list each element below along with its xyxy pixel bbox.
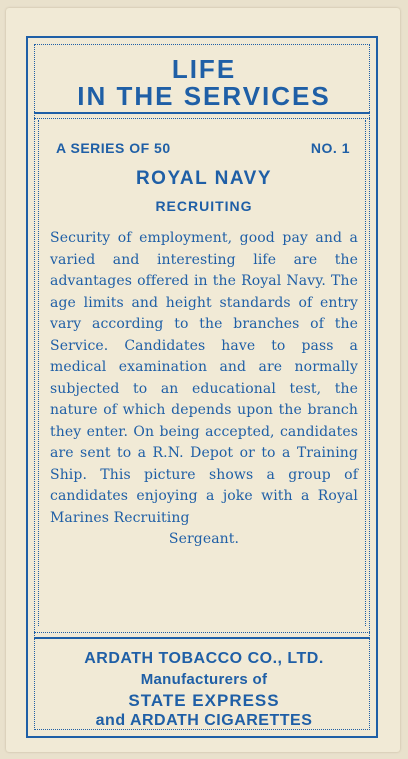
card-heading: ROYAL NAVY — [135, 168, 273, 189]
footer-company: ARDATH TOBACCO CO., LTD. — [84, 650, 324, 667]
card-subheading: RECRUITING — [155, 198, 253, 214]
series-title-line1: LIFE — [171, 54, 237, 84]
left-dotted-rule — [38, 120, 39, 626]
cigarette-card — [6, 8, 400, 752]
card-number: NO. 1 — [310, 140, 350, 156]
card-border — [26, 36, 378, 738]
title-divider — [34, 112, 370, 114]
card-description — [50, 228, 358, 551]
series-count: A SERIES OF 50 — [56, 140, 171, 156]
description-last-line: Sergeant. — [168, 531, 240, 547]
footer-divider-dotted — [34, 632, 370, 633]
title-divider-dotted — [34, 118, 370, 119]
footer-brand-state-express: STATE EXPRESS — [128, 691, 280, 710]
footer-tagline: Manufacturers of — [140, 671, 268, 688]
footer-divider — [34, 637, 370, 639]
description-text: Security of employment, good pay and a varied and interesting life are the advantages offered in the Royal Navy. The age limits and height standards of entry vary according to the branches of the Service. Candidates have to pass a medical examination and are normally subjected to an educational test, the nature of which depends upon the branch they enter. On being accepted, candidates are sent to a R.N. Depot or to a Training Ship. This picture shows a group of candidates enjoying a joke with a Royal Marines Recruiting — [50, 230, 358, 526]
right-dotted-rule — [365, 120, 366, 626]
series-title-line2: IN THE SERVICES — [77, 81, 331, 111]
footer-brand-ardath: and ARDATH CIGARETTES — [95, 712, 313, 729]
